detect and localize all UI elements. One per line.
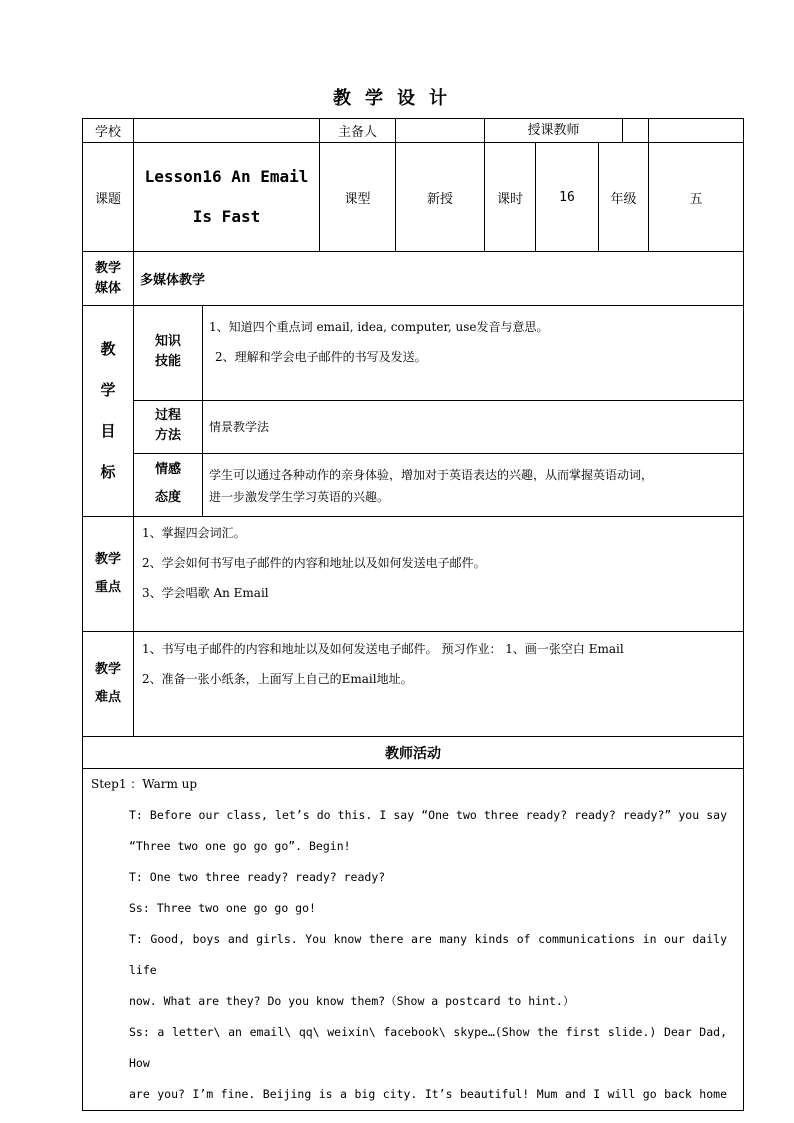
- school-value: [134, 119, 320, 143]
- header-info-row: [83, 119, 744, 143]
- knowledge-value: [203, 306, 743, 400]
- process-line-4: T: One two three ready? ready? ready?: [129, 870, 386, 884]
- topic-value: [134, 143, 320, 252]
- process-label-line-1: 过程: [154, 408, 181, 423]
- process-value: 情景教学法: [209, 420, 270, 434]
- teacher-value-extra: [649, 119, 744, 143]
- emotion-line-1: 学生可以通过各种动作的亲身体验，增加对于英语表达的兴趣，从而掌握英语动词，: [209, 468, 654, 482]
- goals-label: [83, 306, 134, 517]
- process-line-7: now. What are they? Do you know them?（Show a postcard to hint.）: [129, 994, 575, 1008]
- goals-char-4: 标: [100, 463, 116, 481]
- process-line-1: Step1 ：Warm up: [91, 777, 198, 791]
- activity-header: 教师活动: [83, 737, 744, 769]
- goal-emotion-row: [83, 454, 744, 517]
- lesson-plan-table: [82, 118, 744, 1111]
- media-row: [83, 252, 744, 306]
- emotion-label-line-1: 情感: [154, 462, 181, 477]
- school-label: 学校: [83, 119, 134, 143]
- teaching-process-cell: [83, 769, 744, 1111]
- hours-label: 课时: [485, 143, 536, 252]
- difficult-points-row: [83, 632, 744, 737]
- topic-row: [83, 143, 744, 252]
- page-title: 教学设计: [333, 88, 461, 109]
- topic-line-1: Lesson16 An Email: [144, 167, 309, 186]
- key-label: [83, 517, 134, 632]
- emotion-label: [134, 454, 203, 516]
- process-line-9: are you? I’m fine. Beijing is a big city. It’s beautiful! Mum and I will go back home: [129, 1087, 728, 1101]
- media-label: [83, 252, 134, 306]
- emotion-line-2: 进一步激发学生学习英语的兴趣。: [209, 490, 390, 504]
- key-points-row: [83, 517, 744, 632]
- process-line-8: Ss: a letter\ an email\ qq\ weixin\ facebook\ skype…(Show the first slide.) Dear Dad, How: [129, 1025, 728, 1070]
- emotion-cell: [134, 454, 744, 517]
- host-value: [396, 119, 485, 143]
- key-line-1: 1、掌握四会词汇。: [142, 526, 246, 540]
- process-line-5: Ss: Three two one go go go!: [129, 901, 316, 915]
- goals-char-2: 学: [100, 381, 116, 399]
- media-label-line-1: 教学: [94, 260, 121, 276]
- key-value: [134, 517, 744, 632]
- goals-char-3: 目: [100, 422, 116, 440]
- diff-value: [134, 632, 744, 737]
- grade-value: 五: [649, 143, 744, 252]
- process-line-6: T: Good, boys and girls. You know there are many kinds of communications in our daily life: [129, 932, 728, 977]
- hours-value: 16: [536, 143, 599, 252]
- diff-line-1: 1、书写电子邮件的内容和地址以及如何发送电子邮件。 预习作业： 1、画一张空白 Email: [142, 642, 624, 656]
- host-label: 主备人: [320, 119, 396, 143]
- topic-line-2: Is Fast: [192, 207, 261, 226]
- teacher-cell: [485, 119, 649, 143]
- knowledge-line-1: 1、知道四个重点词 email, idea, computer, use发音与意思。: [209, 320, 549, 334]
- process-cell: [134, 401, 744, 454]
- process-line-2: T: Before our class, let’s do this. I say “One two three ready? ready? ready?” you say: [129, 808, 728, 822]
- key-line-2: 2、学会如何书写电子邮件的内容和地址以及如何发送电子邮件。: [142, 556, 486, 570]
- knowledge-line-2: 2、理解和学会电子邮件的书写及发送。: [215, 350, 427, 364]
- emotion-value: [203, 454, 743, 516]
- diff-label: [83, 632, 134, 737]
- type-label: 课型: [320, 143, 396, 252]
- goals-char-1: 教: [100, 340, 116, 358]
- topic-label: 课题: [83, 143, 134, 252]
- key-line-3: 3、学会唱歌 An Email: [142, 586, 269, 600]
- knowledge-label-line-1: 知识: [154, 334, 181, 349]
- goal-process-row: [83, 401, 744, 454]
- goal-knowledge-row: [83, 306, 744, 401]
- media-label-line-2: 媒体: [94, 280, 121, 296]
- teacher-label: 授课教师: [485, 119, 623, 142]
- media-value: 多媒体教学: [134, 252, 744, 306]
- teaching-process-row: [83, 769, 744, 1111]
- knowledge-cell: [134, 306, 744, 401]
- diff-line-2: 2、准备一张小纸条，上面写上自己的Email地址。: [142, 672, 413, 686]
- teacher-value: [623, 119, 648, 142]
- emotion-label-line-2: 态度: [154, 490, 181, 505]
- process-label-line-2: 方法: [154, 428, 181, 443]
- diff-label-line-2: 难点: [94, 690, 121, 705]
- key-label-line-2: 重点: [94, 580, 121, 595]
- key-label-line-1: 教学: [94, 552, 121, 567]
- grade-label: 年级: [599, 143, 649, 252]
- knowledge-label-line-2: 技能: [154, 354, 181, 369]
- knowledge-label: [134, 306, 203, 400]
- process-line-3: “Three two one go go go”. Begin!: [129, 839, 351, 853]
- process-label: [134, 401, 203, 453]
- diff-label-line-1: 教学: [94, 662, 121, 677]
- activity-header-row: [83, 737, 744, 769]
- type-value: 新授: [396, 143, 485, 252]
